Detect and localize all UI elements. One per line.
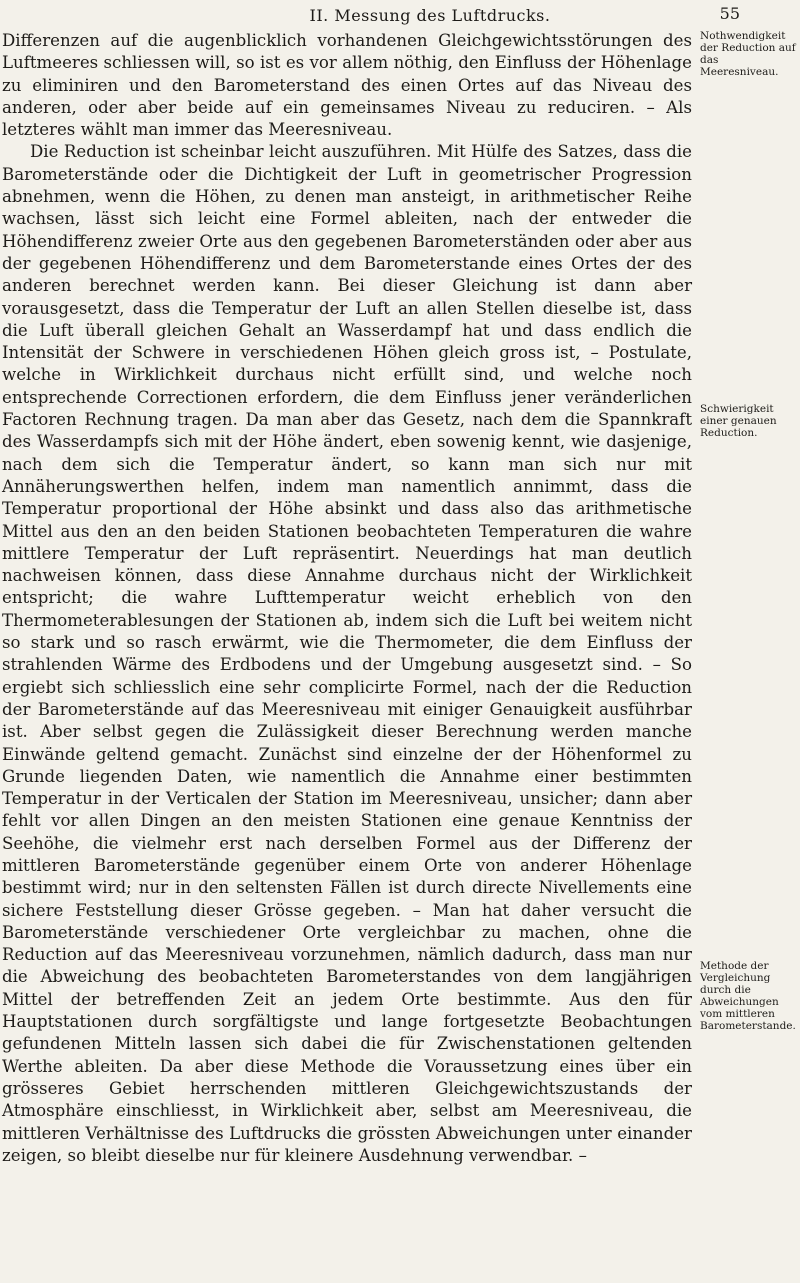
margin-note-reduction-difficulty: Schwierigkeit einer genauen Reduction.	[700, 403, 777, 439]
margin-note-comparison-method: Methode der Vergleichung durch die Abweichungen vom mittleren Barometerstande.	[700, 960, 796, 1032]
margin-note-reduction-necessity: Nothwendigkeit der Reduction auf das Meeresniveau.	[700, 30, 796, 78]
paragraph-2: Die Reduction ist scheinbar leicht auszuführen. Mit Hülfe des Satzes, dass die Barometerstände oder die Dichtigkeit der Luft in geometrischer Progression abnehmen, wenn die Höhen, zu denen man ansteigt, in arithmetischer Reihe wachsen, lässt sich leicht eine Formel ableiten, nach der entweder die Höhendifferenz zweier Orte aus den gegebenen Barometerständen oder aber aus der gegebenen Höhendifferenz und dem Barometerstande eines Ortes der des anderen berechnet werden kann. Bei dieser Gleichung ist dann aber vorausgesetzt, dass die Temperatur der Luft an allen Stellen dieselbe ist, dass die Luft überall gleichen Gehalt an Wasserdampf hat und dass endlich die Intensität der Schwere in verschiedenen Höhen gleich gross ist, – Postulate, welche in Wirklichkeit durchaus nicht erfüllt sind, und welche noch entsprechende Correctionen erfordern, die dem Einfluss jener veränderlichen Factoren Rechnung tragen. Da man aber das Gesetz, nach dem die Spannkraft des Wasserdampfs sich mit der Höhe ändert, eben sowenig kennt, wie dasjenige, nach dem sich die Temperatur ändert, so kann man sich nur mit Annäherungswerthen helfen, indem man namentlich annimmt, dass die Temperatur proportional der Höhe absinkt und dass also das arithmetische Mittel aus den an den beiden Stationen beobachteten Temperaturen die wahre mittlere Temperatur der Luft repräsentirt. Neuerdings hat man deutlich nachweisen können, dass diese Annahme durchaus nicht der Wirklichkeit entspricht; die wahre Lufttemperatur weicht erheblich von den Thermometerablesungen der Stationen ab, indem sich die Luft bei weitem nicht so stark und so rasch erwärmt, wie die Thermometer, die dem Einfluss der strahlenden Wärme des Erdbodens und der Umgebung ausgesetzt sind. – So ergiebt sich schliesslich eine sehr complicirte Formel, nach der die Reduction der Barometerstände auf das Meeresniveau mit einiger Genauigkeit ausführbar ist. Aber selbst gegen die Zulässigkeit dieser Berechnung werden manche Einwände geltend gemacht. Zunächst sind einzelne der der Höhenformel zu Grunde liegenden Daten, wie namentlich die Annahme einer bestimmten Temperatur in der Verticalen der Station im Meeresniveau, unsicher; dann aber fehlt vor allen Dingen an den meisten Stationen eine genaue Kenntniss der Seehöhe, die vielmehr erst nach derselben Formel aus der Differenz der mittleren Barometerstände gegenüber einem Orte von anderer Höhenlage bestimmt wird; nur in den seltensten Fällen ist durch directe Nivellements eine sichere Feststellung dieser Grösse gegeben. – Man hat daher versucht die Barometerstände verschiedener Orte vergleichbar zu machen, ohne die Reduction auf das Meeresniveau vorzunehmen, nämlich dadurch, dass man nur die Abweichung des beobachteten Barometerstandes von dem langjährigen Mittel der betreffenden Zeit an jedem Orte bestimmte. Aus den für Hauptstationen durch sorgfältigste und lange fortgesetzte Beobachtungen gefundenen Mitteln lassen sich dabei die für Zwischenstationen geltenden Werthe ableiten. Da aber diese Methode die Voraussetzung eines über ein grösseres Gebiet herrschenden mittleren Gleichgewichtszustands der Atmosphäre einschliesst, in Wirklichkeit aber, selbst am Meeresniveau, die mittleren Verhältnisse des Luftdrucks die grössten Abweichungen unter einander zeigen, so bleibt dieselbe nur für kleinere Ausdehnung verwendbar. –	[2, 142, 692, 1165]
paragraph-1: Differenzen auf die augenblicklich vorhandenen Gleichgewichtsstörungen des Luftmeeres schliessen will, so ist es vor allem nöthig, den Einfluss der Höhenlage zu eliminiren und den Barometerstand des einen Ortes auf das Niveau des anderen, oder aber beide auf ein gemeinsames Niveau zu reduciren. – Als letzteres wählt man immer das Meeresniveau.	[2, 31, 692, 140]
running-head: II. Messung des Luftdrucks.	[309, 6, 551, 25]
page-number: 55	[719, 4, 740, 23]
body-text	[2, 30, 692, 1167]
